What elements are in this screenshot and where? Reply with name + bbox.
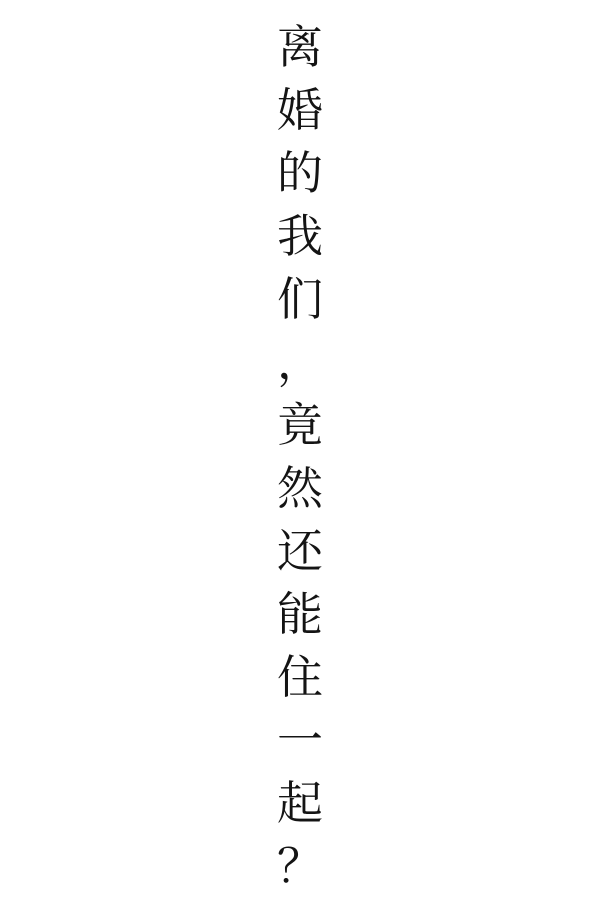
title-character: 婚 <box>277 83 323 137</box>
title-character: 竟 <box>277 398 323 452</box>
title-character: 我 <box>277 209 323 263</box>
title-character: 的 <box>277 146 323 200</box>
title-character: 然 <box>277 461 323 515</box>
title-character: 住 <box>277 650 323 704</box>
title-character: 们 <box>277 272 323 326</box>
title-character: 离 <box>277 20 323 74</box>
title-character: 能 <box>277 587 323 641</box>
title-character: 还 <box>277 524 323 578</box>
title-character-punctuation: ， <box>277 335 323 389</box>
title-character: 一 <box>277 713 323 767</box>
title-character: 起 <box>277 776 323 830</box>
title-character-punctuation: ？ <box>277 839 323 893</box>
